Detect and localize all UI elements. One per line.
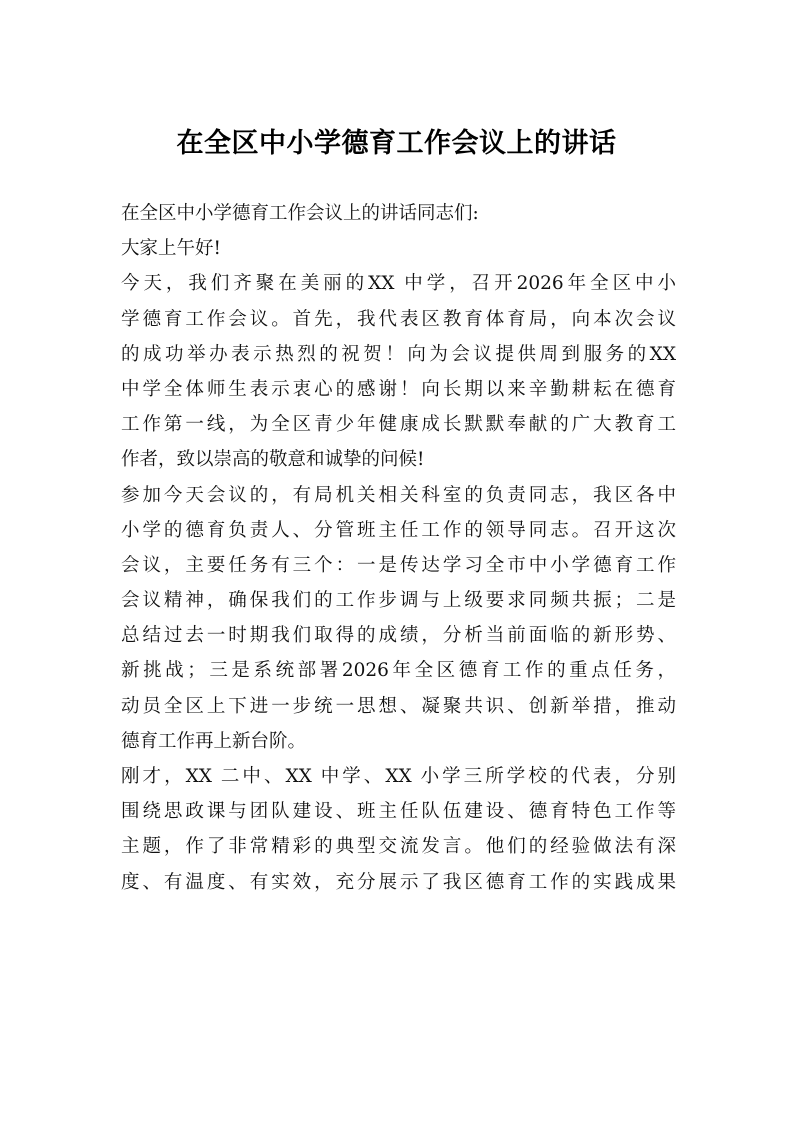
body-line: 工作第一线，为全区青少年健康成长默默奉献的广大教育工	[121, 414, 676, 436]
body-line: 的成功举办表示热烈的祝贺！向为会议提供周到服务的XX	[121, 343, 676, 365]
body-line: 大家上午好!	[121, 238, 221, 260]
body-line: 在全区中小学德育工作会议上的讲话同志们:	[121, 203, 479, 224]
body-line: 围绕思政课与团队建设、班主任队伍建设、德育特色工作等	[121, 801, 676, 823]
body-line: 学德育工作会议。首先，我代表区教育体育局，向本次会议	[121, 308, 676, 330]
document-body	[121, 196, 676, 900]
body-line: 主题，作了非常精彩的典型交流发言。他们的经验做法有深	[121, 836, 676, 858]
body-line: 会议，主要任务有三个：一是传达学习全市中小学德育工作	[121, 554, 676, 576]
body-line: 会议精神，确保我们的工作步调与上级要求同频共振；二是	[121, 590, 676, 612]
body-line: 度、有温度、有实效，充分展示了我区德育工作的实践成果	[121, 871, 676, 893]
body-line: 今天，我们齐聚在美丽的XX 中学，召开2026年全区中小	[121, 273, 676, 295]
body-line: 动员全区上下进一步统一思想、凝聚共识、创新举措，推动	[121, 695, 676, 717]
body-line: 作者，致以崇高的敬意和诚挚的问候!	[121, 449, 425, 471]
body-line: 德育工作再上新台阶。	[121, 730, 307, 752]
body-line: 中学全体师生表示衷心的感谢！向长期以来辛勤耕耘在德育	[121, 378, 676, 400]
body-line: 新挑战；三是系统部署2026年全区德育工作的重点任务，	[121, 660, 676, 682]
body-line: 参加今天会议的，有局机关相关科室的负责同志，我区各中	[121, 484, 676, 506]
body-line: 刚才，XX 二中、XX 中学、XX 小学三所学校的代表，分别	[121, 766, 676, 787]
body-line: 小学的德育负责人、分管班主任工作的领导同志。召开这次	[121, 519, 676, 541]
document-title: 在全区中小学德育工作会议上的讲话	[176, 128, 617, 159]
body-line: 总结过去一时期我们取得的成绩，分析当前面临的新形势、	[121, 625, 676, 647]
